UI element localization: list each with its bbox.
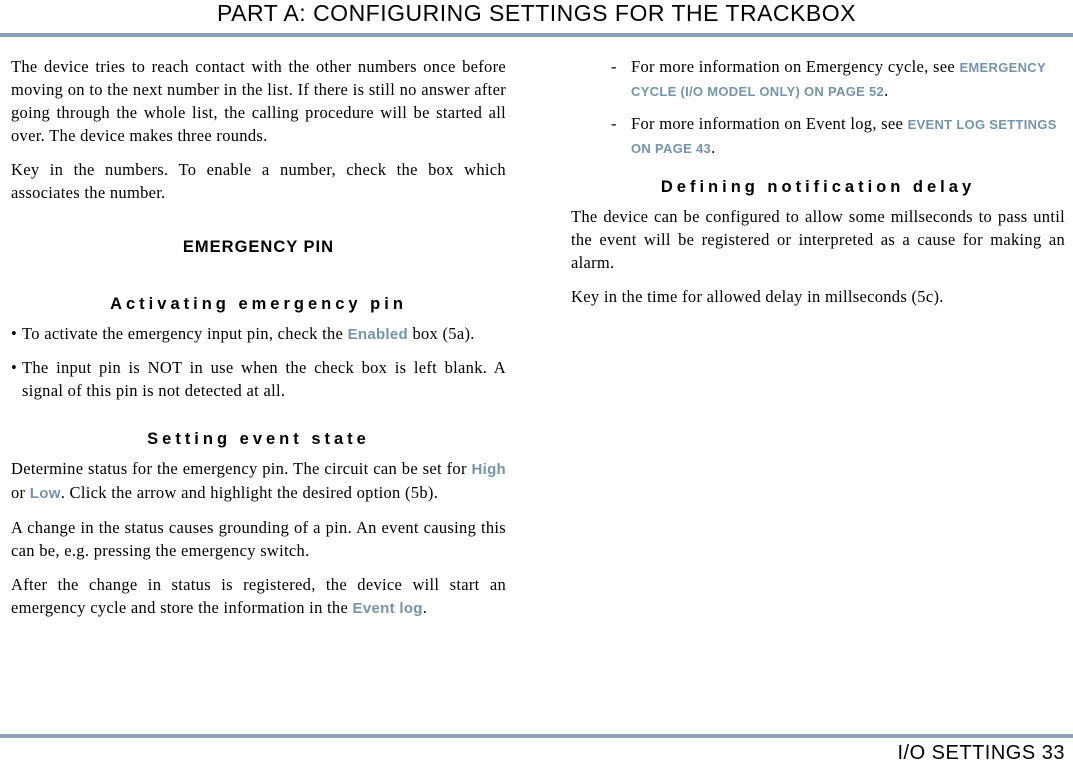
left-column — [11, 55, 506, 631]
dash-mark: - — [611, 57, 617, 76]
page-title: PART A: CONFIGURING SETTINGS FOR THE TRACKBOX — [217, 0, 856, 26]
bullet-mark: • — [11, 324, 18, 343]
notification-delay-section — [571, 178, 1065, 319]
dash-item-emergency: - For more information on Emergency cycle, see EMERGENCY CYCLE (I/O MODEL ONLY) ON PAGE 52. — [611, 57, 1046, 100]
paragraph-determine-status: Determine status for the emergency pin. The circuit can be set for High or Low. Click the arrow and highlight the desired option (5b). — [11, 459, 506, 502]
dash-item-event-log: - For more information on Event log, see EVENT LOG SETTINGS ON PAGE 43. — [611, 114, 1057, 157]
high-option-ref: High — [471, 461, 506, 478]
low-option-ref: Low — [29, 485, 61, 502]
paragraph-emergency-cycle: After the change in status is registered, the device will start an emergency cycle and store the information in the Event log. — [11, 575, 506, 617]
bullet-activate: • To activate the emergency input pin, check the Enabled box (5a). — [11, 324, 475, 343]
enabled-checkbox-ref: Enabled — [347, 326, 409, 343]
emergency-pin-heading: EMERGENCY PIN — [182, 238, 335, 256]
paragraph-grounding: A change in the status causes grounding of a pin. An event causing this can be, e.g. pressing the emergency switch. — [11, 518, 506, 560]
setting-event-state-heading: Setting event state — [147, 430, 370, 448]
paragraph-call-procedure: The device tries to reach contact with the other numbers once before moving on to the next number in the list. If there is still no answer after going through the whole list, the calling procedure will be started all over. The device makes three rounds. — [11, 57, 506, 145]
header-rule — [0, 33, 1073, 37]
notification-delay-heading: Defining notification delay — [660, 178, 976, 196]
emergency-cycle-link[interactable]: EMERGENCY CYCLE (I/O MODEL ONLY) ON PAGE 52 — [631, 60, 1046, 99]
paragraph-delay-key-in: Key in the time for allowed delay in millseconds (5c). — [571, 287, 944, 306]
right-list — [611, 55, 1063, 169]
activating-emergency-pin-heading: Activating emergency pin — [110, 295, 407, 313]
event-log-ref: Event log — [352, 600, 423, 617]
bullet-not-in-use: • The input pin is NOT in use when the check box is left blank. A signal of this pin is not detected at all. — [11, 358, 506, 400]
page-footer: I/O SETTINGS 33 — [897, 742, 1065, 764]
dash-mark: - — [611, 114, 617, 133]
event-log-settings-link[interactable]: EVENT LOG SETTINGS ON PAGE 43 — [631, 117, 1057, 156]
paragraph-delay-config: The device can be configured to allow some millseconds to pass until the event will be registered or interpreted as a cause for making an alarm. — [571, 207, 1065, 272]
bullet-mark: • — [11, 358, 18, 377]
footer-rule — [0, 734, 1073, 738]
paragraph-key-numbers: Key in the numbers. To enable a number, check the box which associates the number. — [11, 160, 506, 202]
